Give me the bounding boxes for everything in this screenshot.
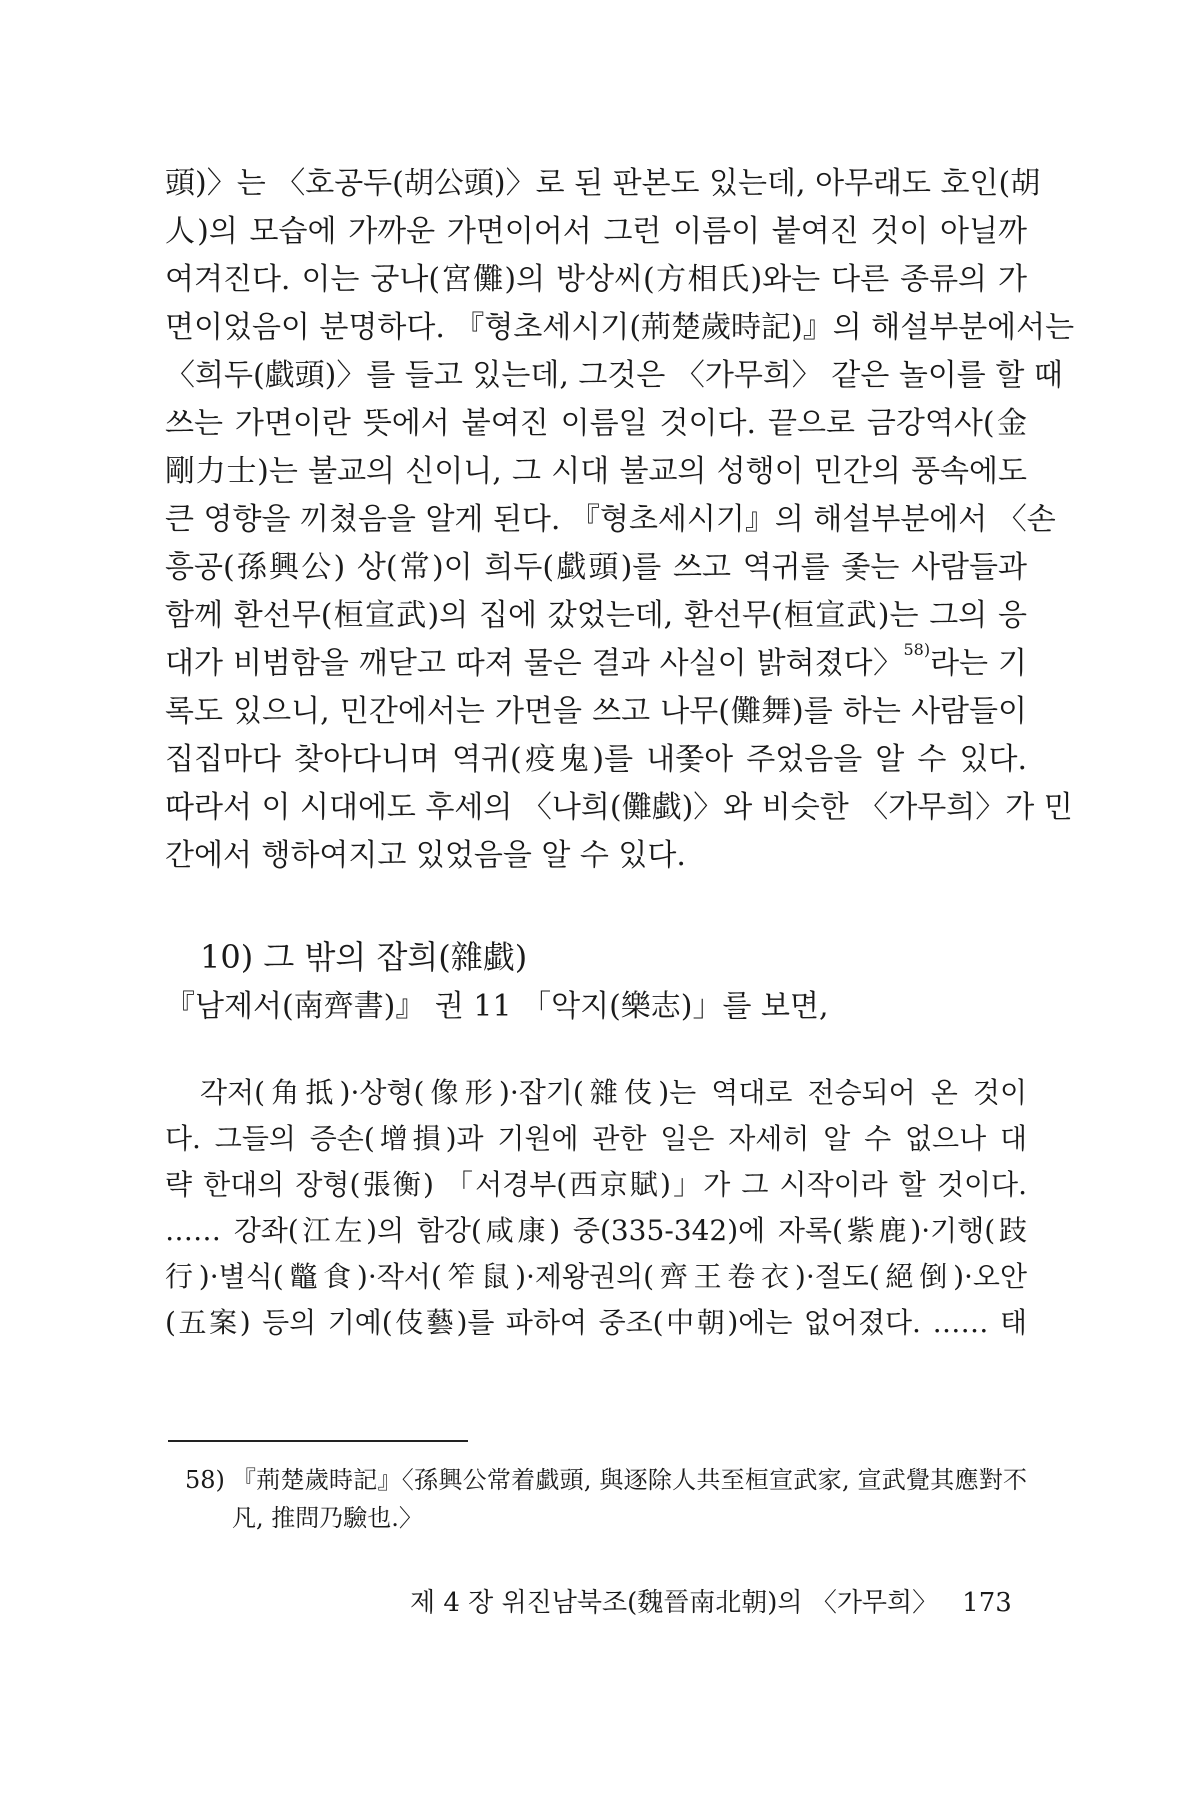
quote-line-6: (五案) 등의 기예(伎藝)를 파하여 중조(中朝)에는 없어졌다. …… 태 — [165, 1306, 1027, 1339]
quote-line-4: …… 강좌(江左)의 함강(咸康) 중(335-342)에 자록(紫鹿)·기행(跂 — [165, 1214, 1027, 1247]
body-line-2: 人)의 모습에 가까운 가면이어서 그런 이름이 붙여진 것이 아닐까 — [165, 214, 1027, 249]
footnote-marker: 58) — [185, 1466, 225, 1494]
footnote-divider — [168, 1440, 468, 1442]
intro-line: 『남제서(南齊書)』 권 11 「악지(樂志)」를 보면, — [165, 989, 829, 1024]
body-line-13: 집집마다 찾아다니며 역귀(疫鬼)를 내쫓아 주었음을 알 수 있다. — [165, 742, 1027, 777]
running-footer — [410, 1585, 1030, 1621]
footnote-ref-58[interactable]: 58) — [903, 640, 931, 659]
body-line-14: 따라서 이 시대에도 후세의 〈나희(儺戱)〉와 비슷한 〈가무희〉가 민 — [165, 790, 1073, 825]
body-line-5: 〈희두(戱頭)〉를 들고 있는데, 그것은 〈가무희〉 같은 놀이를 할 때 — [165, 358, 1063, 393]
footnote-line-2: 凡, 推問乃驗也.〉 — [232, 1504, 423, 1532]
footnote-line-1: 『荊楚歲時記』〈孫興公常着戱頭, 與逐除人共至桓宣武家, 宣武覺其應對不 — [232, 1466, 1027, 1494]
body-line-11 — [165, 642, 1027, 686]
page-number: 173 — [962, 1588, 1012, 1618]
body-line-1: 頭)〉는 〈호공두(胡公頭)〉로 된 판본도 있는데, 아무래도 호인(胡 — [165, 166, 1041, 201]
quote-line-1: 각저(角抵)·상형(像形)·잡기(雜伎)는 역대로 전승되어 온 것이 — [200, 1076, 1027, 1109]
body-line-9: 흥공(孫興公) 상(常)이 희두(戱頭)를 쓰고 역귀를 좇는 사람들과 — [165, 550, 1027, 585]
body-line-7: 剛力士)는 불교의 신이니, 그 시대 불교의 성행이 민간의 풍속에도 — [165, 454, 1027, 489]
body-line-4: 면이었음이 분명하다. 『형초세시기(荊楚歲時記)』의 해설부분에서는 — [165, 310, 1075, 345]
body-line-11-tail: 라는 기 — [930, 646, 1027, 681]
body-line-11-text: 대가 비범함을 깨닫고 따져 물은 결과 사실이 밝혀졌다〉 — [165, 646, 904, 681]
quote-line-3: 략 한대의 장형(張衡) 「서경부(西京賦)」가 그 시작이라 할 것이다. — [165, 1168, 1027, 1201]
quote-line-2: 다. 그들의 증손(增損)과 기원에 관한 일은 자세히 알 수 없으나 대 — [165, 1122, 1027, 1155]
body-line-12: 록도 있으니, 민간에서는 가면을 쓰고 나무(儺舞)를 하는 사람들이 — [165, 694, 1027, 729]
body-line-8: 큰 영향을 끼쳤음을 알게 된다. 『형초세시기』의 해설부분에서 〈손 — [165, 502, 1056, 537]
body-line-10: 함께 환선무(桓宣武)의 집에 갔었는데, 환선무(桓宣武)는 그의 응 — [165, 598, 1027, 633]
quote-line-5: 行)·별식(鼈食)·작서(笮鼠)·제왕권의(齊王卷衣)·절도(絕倒)·오안 — [165, 1260, 1027, 1293]
section-heading: 10) 그 밖의 잡희(雜戱) — [200, 938, 528, 976]
chapter-title: 제 4 장 위진남북조(魏晉南北朝)의 〈가무희〉 — [410, 1588, 939, 1618]
body-line-6: 쓰는 가면이란 뜻에서 붙여진 이름일 것이다. 끝으로 금강역사(金 — [165, 406, 1027, 441]
body-line-15: 간에서 행하여지고 있었음을 알 수 있다. — [165, 838, 686, 873]
body-line-3: 여겨진다. 이는 궁나(宮儺)의 방상씨(方相氏)와는 다른 종류의 가 — [165, 262, 1027, 297]
